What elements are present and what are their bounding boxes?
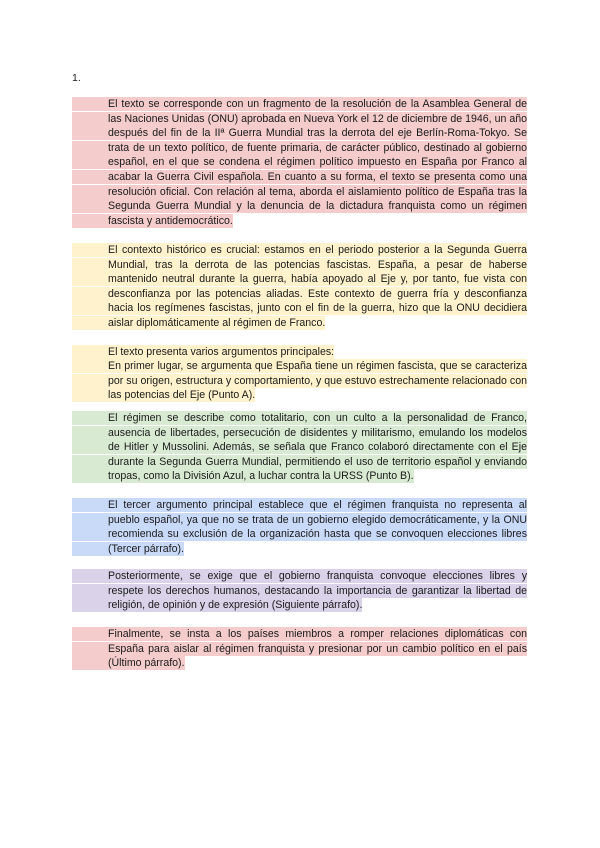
highlighted-text: El régimen se describe como totalitario, con un culto a la personalidad de Franco, ausencia de libertades, persecución de disidentes y militarismo, emulando los modelos de Hitler y Mussolini. Además, se señala que Franco colaboró directamente con el Eje durante la Segunda Guerra Mundial, permitiendo el uso de territorio español y enviando tropas, como la División Azul, a luchar contra la URSS (Punto B). <box>72 411 527 483</box>
paragraph-context <box>72 243 527 331</box>
paragraph-introduction <box>72 97 527 228</box>
paragraph-argument-b <box>72 411 527 484</box>
paragraph-conclusion <box>72 627 527 671</box>
highlighted-text: El tercer argumento principal establece que el régimen franquista no representa al pueblo español, ya que no se trata de un gobierno elegido democráticamente, y la ONU recomienda su exclusión de la organización hasta que se convoquen elecciones libres (Tercer párrafo). <box>72 498 527 556</box>
paragraph-arguments-intro <box>72 345 527 360</box>
highlighted-text: Posteriormente, se exige que el gobierno franquista convoque elecciones libres y respete los derechos humanos, destacando la importancia de garantizar la libertad de religión, de opinión y de expresión (Siguiente párrafo). <box>72 569 527 612</box>
highlighted-text: El texto se corresponde con un fragmento de la resolución de la Asamblea General de las Naciones Unidas (ONU) aprobada en Nueva York el 12 de diciembre de 1946, un año después del fin de la IIª Guerra Mundial tras la derrota del eje Berlín-Roma-Tokyo. Se trata de un texto político, de fuente primaria, de carácter público, destinado al gobierno español, en el que se condena el régimen político impuesto en España por Franco al acabar la Guerra Civil española. En cuanto a su forma, el texto se presenta como una resolución oficial. Con relación al tema, aborda el aislamiento político de España tras la Segunda Guerra Mundial y la denuncia de la dictadura franquista como un régimen fascista y antidemocrático. <box>72 97 527 228</box>
section-number: 1. <box>72 72 81 84</box>
highlighted-text: El contexto histórico es crucial: estamos en el periodo posterior a la Segunda Guerra Mundial, tras la derrota de las potencias fascistas. España, a pesar de haberse mantenido neutral durante la guerra, había apoyado al Eje y, por tanto, fue vista con desconfianza por las potencias aliadas. Este contexto de guerra fría y desconfianza hacia los regímenes fascistas, junto con el fin de la guerra, hizo que la ONU decidiera aislar diplomáticamente al régimen de Franco. <box>72 243 527 330</box>
paragraph-argument-a <box>72 359 527 403</box>
highlighted-text: En primer lugar, se argumenta que España tiene un régimen fascista, que se caracteriza por su origen, estructura y comportamiento, y que estuvo estrechamente relacionado con las potencias del Eje (Punto A). <box>72 359 527 402</box>
paragraph-elections <box>72 569 527 613</box>
highlighted-text: Finalmente, se insta a los países miembros a romper relaciones diplomáticas con España para aislar al régimen franquista y presionar por un cambio político en el país (Último párrafo). <box>72 627 527 670</box>
paragraph-third-argument <box>72 498 527 556</box>
highlighted-text: El texto presenta varios argumentos principales: <box>72 345 334 359</box>
